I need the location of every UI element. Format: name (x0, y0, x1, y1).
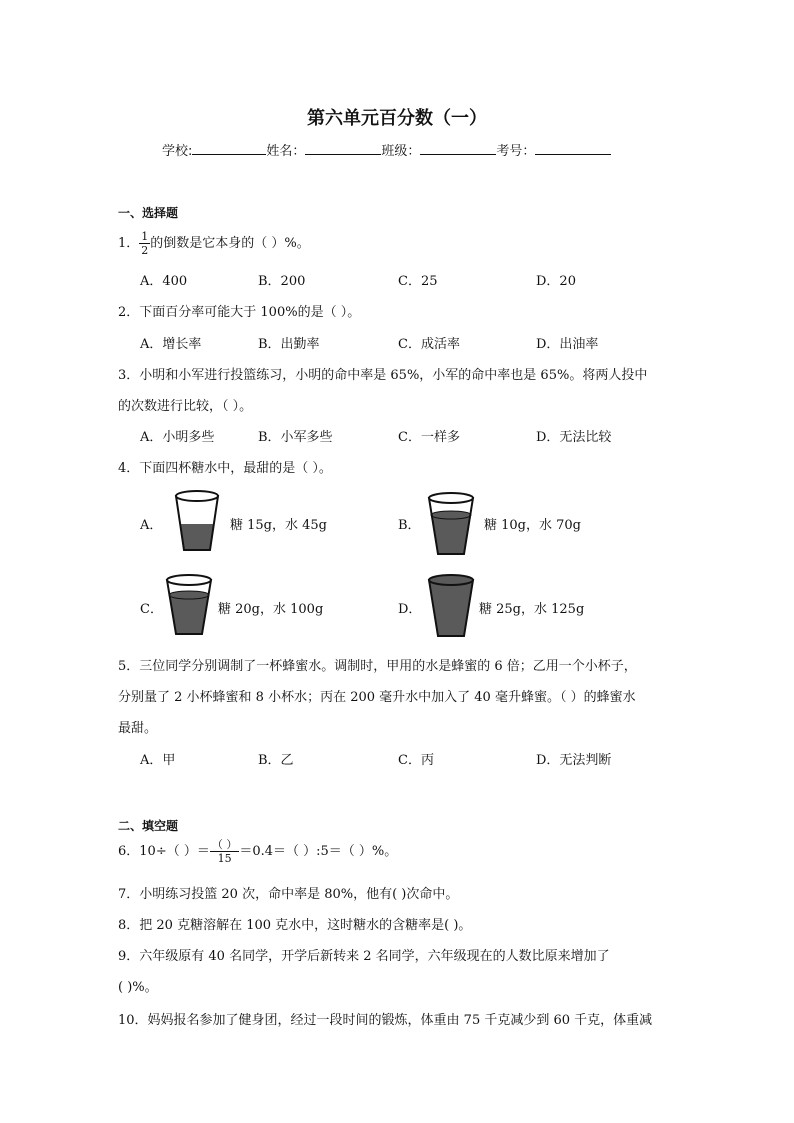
question-5-line-1: 5．三位同学分别调制了一杯蜂蜜水。调制时，甲用的水是蜂蜜的 6 倍；乙用一个小杯子， (118, 659, 637, 674)
section-heading-fill-blank: 二、填空题 (118, 819, 179, 833)
cup-a-label: 糖 15g，水 45g (230, 518, 327, 533)
q4-option-a-letter[interactable]: A． (140, 518, 163, 533)
cup-d-label: 糖 25g，水 125g (479, 602, 585, 617)
q2-option-b[interactable]: B．出勤率 (258, 337, 320, 352)
school-blank[interactable] (192, 142, 266, 155)
q3-option-a[interactable]: A．小明多些 (140, 430, 215, 445)
q2-option-d[interactable]: D．出油率 (536, 337, 599, 352)
fraction-one-half (139, 230, 150, 257)
q4-option-d-letter[interactable]: D． (398, 602, 422, 617)
q3-option-b[interactable]: B．小军多些 (258, 430, 333, 445)
cup-c-icon[interactable] (164, 572, 214, 638)
number-blank[interactable] (535, 142, 611, 155)
question-4: 4．下面四杯糖水中，最甜的是（ ）。 (118, 461, 332, 476)
q1-option-d[interactable]: D．20 (536, 274, 576, 289)
q1-option-c[interactable]: C．25 (398, 274, 438, 289)
q1-option-b[interactable]: B．200 (258, 274, 306, 289)
cup-d-icon[interactable] (426, 572, 476, 640)
question-5-line-3: 最甜。 (118, 721, 158, 736)
q4-option-b-letter[interactable]: B． (398, 518, 421, 533)
q3-option-d[interactable]: D．无法比较 (536, 430, 612, 445)
class-blank[interactable] (420, 142, 496, 155)
q5-option-b[interactable]: B．乙 (258, 753, 294, 768)
q5-option-c[interactable]: C．丙 (398, 753, 434, 768)
question-1-number: 1． (118, 236, 140, 251)
question-6 (118, 838, 397, 865)
section-heading-choice: 一、选择题 (118, 206, 179, 220)
question-9-line-2: ( )%。 (118, 980, 158, 995)
question-6-post: ＝0.4＝（ ）:5＝（ ）%。 (239, 844, 398, 859)
question-6-fraction[interactable] (210, 838, 240, 865)
student-info-line (162, 140, 611, 159)
question-9-line-1: 9．六年级原有 40 名同学，开学后新转来 2 名同学，六年级现在的人数比原来增加了 (118, 949, 610, 964)
question-3-line-1: 3．小明和小军进行投篮练习，小明的命中率是 65%，小军的命中率也是 65%。将两人投中 (118, 368, 648, 383)
question-3-line-2: 的次数进行比较，（ ）。 (118, 399, 253, 414)
fraction-denominator: 2 (141, 244, 149, 257)
cup-c-label: 糖 20g，水 100g (218, 602, 324, 617)
cup-b-icon[interactable] (426, 490, 476, 558)
fraction-denominator: 15 (217, 852, 232, 865)
school-label: 学校: (162, 144, 193, 159)
class-label: 班级： (381, 144, 421, 159)
q3-option-c[interactable]: C．一样多 (398, 430, 460, 445)
cup-a-icon[interactable] (172, 488, 222, 554)
fraction-numerator: 1 (141, 230, 149, 243)
cup-b-label: 糖 10g，水 70g (484, 518, 581, 533)
question-6-pre: 6．10÷（ ）＝ (118, 844, 210, 859)
question-10: 10．妈妈报名参加了健身团，经过一段时间的锻炼，体重由 75 千克减少到 60 千克，体重减 (118, 1013, 653, 1028)
q1-option-a[interactable]: A．400 (140, 274, 188, 289)
name-blank[interactable] (305, 142, 381, 155)
page-title: 第六单元百分数（一） (307, 108, 487, 129)
question-2: 2．下面百分率可能大于 100%的是（ ）。 (118, 305, 361, 320)
question-5-line-2: 分别量了 2 小杯蜂蜜和 8 小杯水；丙在 200 毫升水中加入了 40 毫升蜂蜜。（ ）的蜂蜜水 (118, 690, 636, 705)
q5-option-a[interactable]: A．甲 (140, 753, 176, 768)
name-label: 姓名： (266, 144, 306, 159)
fraction-numerator-blank[interactable]: （ ） (211, 838, 238, 851)
q2-option-c[interactable]: C．成活率 (398, 337, 460, 352)
q5-option-d[interactable]: D．无法判断 (536, 753, 612, 768)
q2-option-a[interactable]: A．增长率 (140, 337, 202, 352)
number-label: 考号： (496, 144, 536, 159)
question-1 (118, 230, 310, 257)
question-7: 7．小明练习投篮 20 次，命中率是 80%，他有( )次命中。 (118, 887, 459, 902)
question-8: 8．把 20 克糖溶解在 100 克水中，这时糖水的含糖率是( )。 (118, 918, 472, 933)
question-1-text: 的倒数是它本身的（ ）%。 (150, 236, 310, 251)
q4-option-c-letter[interactable]: C． (140, 602, 163, 617)
